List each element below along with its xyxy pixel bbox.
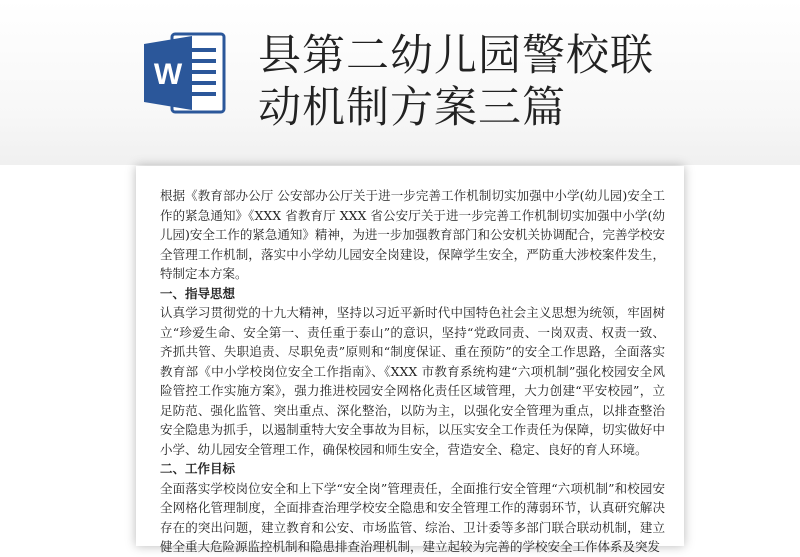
title-line-1: 县第二幼儿园警校联 xyxy=(258,31,654,81)
title-line-2: 动机制方案三篇 xyxy=(258,83,566,133)
paragraph-guiding-ideology: 认真学习贯彻党的十九大精神，坚持以习近平新时代中国特色社会主义思想为统领，牢固树立“珍爱生命、安全第一、责任重于泰山”的意识，坚持“党政同责、一岗双责、权责一致、齐抓共管、失职追责、尽职免责”原则和“制度保证、重在预防”的安全工作思路，全面落实教育部《中小学校岗位安全工作指南》、《XXX 市教育系统构建“六项机制”强化校园安全风险管控工作实施方案》，强力推进校园安全网格化责任区域管理，大力创建“平安校园”，立足防范、强化监管、突出重点、深化整治，以防为主，以强化安全管理为重点，以排查整治安全隐患为抓手，以遏制重特大安全事故为目标，以压实安全工作责任为保障，切实做好中小学、幼儿园安全管理工作，确保校园和师生安全，营造安全、稳定、良好的育人环境。 xyxy=(160,305,665,457)
document-body xyxy=(160,186,665,557)
page-title xyxy=(258,30,778,134)
paragraph-work-goals: 全面落实学校岗位安全和上下学“安全岗”管理责任，全面推行安全管理“六项机制”和校园安全网格化管理制度，全面排查治理学校安全隐患和安全管理工作的薄弱环节，认真研究解决存在的突出问题，建立教育和公安、市场监管、综治、卫计委等多部门联合联动机制，建立健全重大危险源监控机制和隐患排查治理机制，建立起较为完善的学校安全工作体系及突发 xyxy=(160,480,665,554)
heading-work-goals: 二、工作目标 xyxy=(160,461,236,476)
paragraph-intro: 根据《教育部办公厅 公安部办公厅关于进一步完善工作机制切实加强中小学(幼儿园)安全工作的紧急通知》《XXX 省教育厅 XXX 省公安厅关于进一步完善工作机制切实加强中小学(幼儿园)安全工作的紧急通知》精神，为进一步加强教育部门和公安机关协调配合，完善学校安全管理工作机制，落实中小学幼儿园安全岗建设，保障学生安全，严防重大涉校案件发生，特制定本方案。 xyxy=(160,188,665,281)
word-icon xyxy=(142,28,228,118)
word-icon-letter: W xyxy=(153,58,183,91)
heading-guiding-ideology: 一、指导思想 xyxy=(160,285,236,301)
